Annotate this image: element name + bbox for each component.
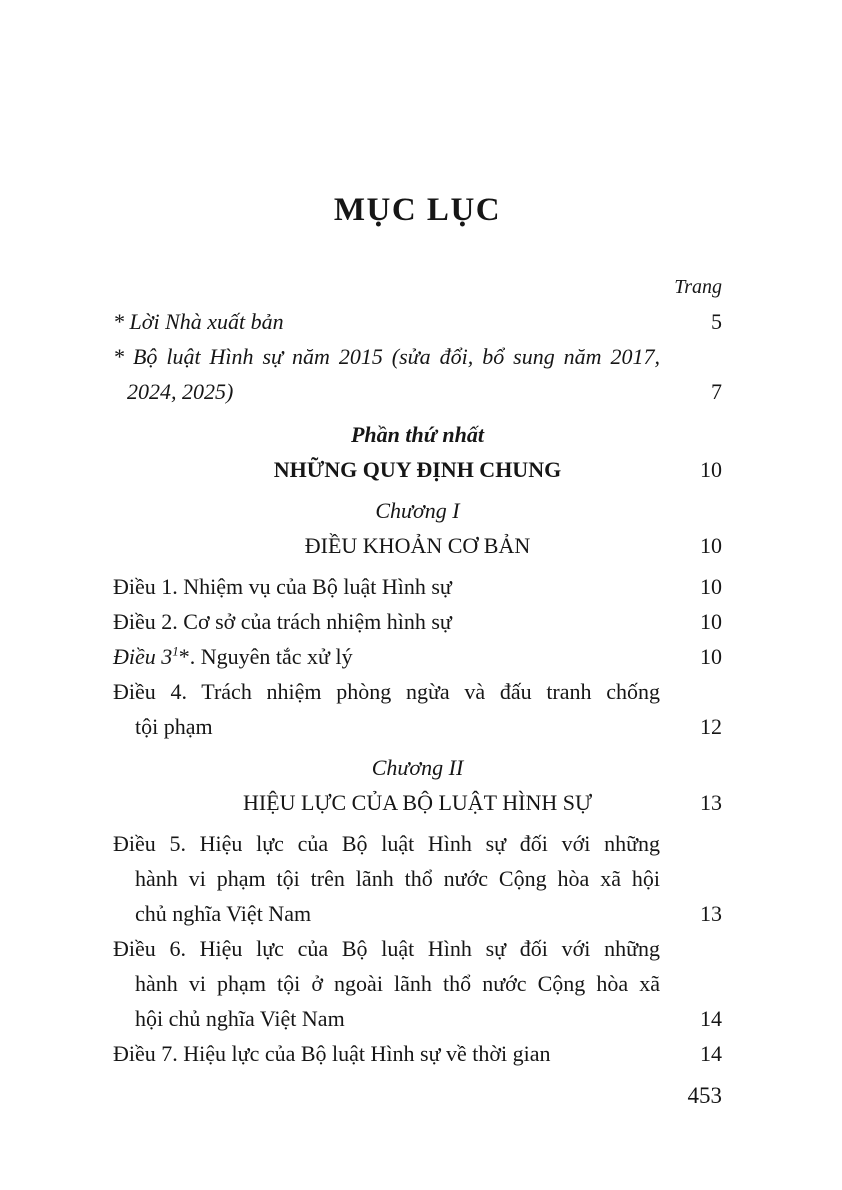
toc-entry-line: hành vi phạm tội ở ngoài lãnh thổ nước Cộng hòa xã bbox=[135, 971, 660, 996]
part-title: Phần thứ nhất bbox=[350, 422, 485, 447]
toc-entry-dieu-6-cont bbox=[113, 1001, 722, 1036]
toc-page-number: 13 bbox=[700, 901, 722, 926]
toc-entry-dieu-5-cont bbox=[113, 861, 722, 896]
chapter-title-row bbox=[113, 493, 722, 528]
toc-entry-line: tội phạm bbox=[135, 714, 213, 739]
toc-page-number: 14 bbox=[700, 1006, 722, 1031]
toc-entry-line: 2024, 2025) bbox=[127, 379, 234, 404]
toc-entry-line bbox=[113, 639, 660, 674]
toc-content bbox=[113, 271, 722, 1071]
toc-page-number: 10 bbox=[700, 644, 722, 669]
toc-entry-line: Điều 7. Hiệu lực của Bộ luật Hình sự về thời gian bbox=[113, 1041, 551, 1066]
toc-page-number: 10 bbox=[700, 457, 722, 482]
toc-entry-italic-prefix: Điều 3 bbox=[113, 644, 173, 669]
toc-entry-line: Điều 4. Trách nhiệm phòng ngừa và đấu tranh chống bbox=[113, 679, 660, 704]
page-number: 453 bbox=[687, 1083, 722, 1108]
toc-page-number: 12 bbox=[700, 714, 722, 739]
toc-entry-bo-luat-hinh-su bbox=[113, 339, 722, 374]
toc-page-number: 10 bbox=[700, 533, 722, 558]
toc-entry-dieu-7 bbox=[113, 1036, 722, 1071]
toc-entry-loi-nha-xuat-ban bbox=[113, 304, 722, 339]
toc-entry-dieu-5 bbox=[113, 826, 722, 861]
toc-entry-line: Điều 5. Hiệu lực của Bộ luật Hình sự đối với những bbox=[113, 831, 660, 856]
toc-column-header-row bbox=[113, 271, 722, 304]
footnote-marker: 1 bbox=[172, 643, 179, 659]
toc-entry-dieu-1 bbox=[113, 569, 722, 604]
chapter-heading-row bbox=[113, 528, 722, 563]
toc-entry-line: chủ nghĩa Việt Nam bbox=[135, 901, 312, 926]
chapter-title: Chương II bbox=[371, 755, 464, 780]
chapter-heading: HIỆU LỰC CỦA BỘ LUẬT HÌNH SỰ bbox=[242, 790, 593, 815]
part-title-row bbox=[113, 417, 722, 452]
chapter-title-row bbox=[113, 750, 722, 785]
toc-entry-dieu-5-cont bbox=[113, 896, 722, 931]
toc-page-number: 7 bbox=[711, 379, 722, 404]
toc-page-number: 10 bbox=[700, 609, 722, 634]
toc-entry-line: Điều 1. Nhiệm vụ của Bộ luật Hình sự bbox=[113, 574, 452, 599]
toc-entry-rest: *. Nguyên tắc xử lý bbox=[178, 644, 353, 669]
chapter-heading-row bbox=[113, 785, 722, 820]
chapter-heading: ĐIỀU KHOẢN CƠ BẢN bbox=[304, 533, 531, 558]
toc-entry-line: hành vi phạm tội trên lãnh thổ nước Cộng hòa xã hội bbox=[135, 866, 660, 891]
toc-page-number: 10 bbox=[700, 574, 722, 599]
toc-entry-line: hội chủ nghĩa Việt Nam bbox=[135, 1006, 345, 1031]
toc-entry-line: * Bộ luật Hình sự năm 2015 (sửa đổi, bổ sung năm 2017, bbox=[113, 344, 660, 369]
toc-entry-dieu-3 bbox=[113, 639, 722, 674]
toc-entry-line: * Lời Nhà xuất bản bbox=[113, 309, 284, 334]
toc-entry-dieu-6 bbox=[113, 931, 722, 966]
toc-entry-line: Điều 6. Hiệu lực của Bộ luật Hình sự đối với những bbox=[113, 936, 660, 961]
toc-page-number: 14 bbox=[700, 1041, 722, 1066]
toc-entry-dieu-6-cont bbox=[113, 966, 722, 1001]
toc-entry-dieu-4-cont bbox=[113, 709, 722, 744]
toc-entry-line: Điều 2. Cơ sở của trách nhiệm hình sự bbox=[113, 609, 452, 634]
part-heading-row bbox=[113, 452, 722, 487]
chapter-title: Chương I bbox=[375, 498, 460, 523]
toc-entry-dieu-2 bbox=[113, 604, 722, 639]
toc-column-header: Trang bbox=[674, 276, 722, 298]
part-heading: NHỮNG QUY ĐỊNH CHUNG bbox=[273, 457, 562, 482]
toc-entry-dieu-4 bbox=[113, 674, 722, 709]
toc-page-number: 5 bbox=[711, 309, 722, 334]
page-title: MỤC LỤC bbox=[333, 192, 502, 228]
toc-page-number: 13 bbox=[700, 790, 722, 815]
toc-entry-bo-luat-hinh-su-cont bbox=[113, 374, 722, 409]
